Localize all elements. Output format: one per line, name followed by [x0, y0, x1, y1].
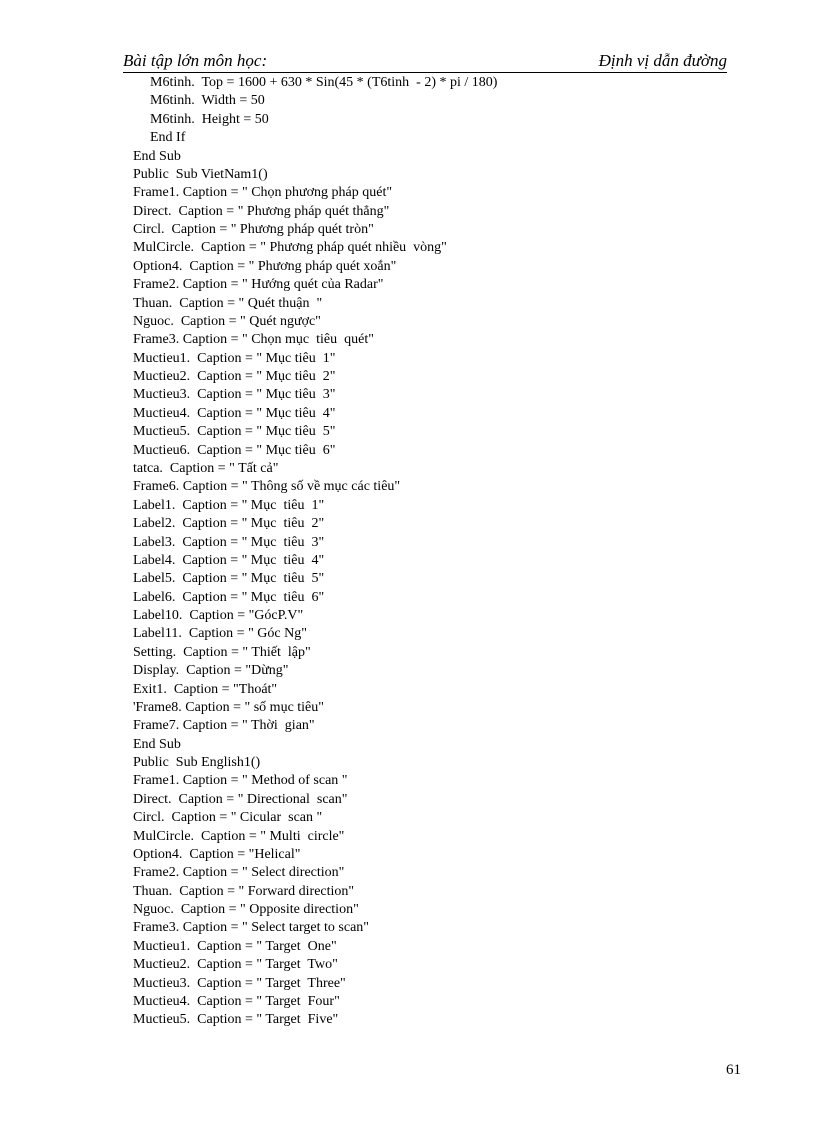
code-line: Frame6. Caption = " Thông số về mục các tiêu"	[133, 479, 401, 495]
code-line: Frame3. Caption = " Chọn mục tiêu quét"	[133, 332, 374, 348]
header-topic-title: Định vị dẫn đường	[598, 51, 727, 70]
code-line: Muctieu4. Caption = " Mục tiêu 4"	[133, 405, 336, 421]
code-line: tatca. Caption = " Tất cả"	[133, 460, 279, 476]
page-number: 61	[726, 1062, 741, 1078]
code-line: Muctieu1. Caption = " Target One"	[133, 938, 337, 954]
code-line: Label3. Caption = " Mục tiêu 3"	[133, 534, 325, 550]
code-line: Frame1. Caption = " Chọn phương pháp quét"	[133, 185, 393, 201]
code-line: MulCircle. Caption = " Multi circle"	[133, 828, 345, 844]
code-line: Public Sub English1()	[133, 755, 261, 771]
code-line: End If	[150, 130, 186, 146]
code-line: Exit1. Caption = "Thoát"	[133, 681, 278, 697]
code-line: Label2. Caption = " Mục tiêu 2"	[133, 516, 325, 532]
code-line: Muctieu1. Caption = " Mục tiêu 1"	[133, 350, 336, 366]
code-line: M6tinh. Top = 1600 + 630 * Sin(45 * (T6tinh - 2) * pi / 180)	[150, 75, 498, 90]
code-line: Label6. Caption = " Mục tiêu 6"	[133, 589, 325, 605]
code-line: Nguoc. Caption = " Quét ngược"	[133, 313, 321, 329]
code-line: Direct. Caption = " Directional scan"	[133, 791, 348, 807]
code-line: Frame2. Caption = " Select direction"	[133, 865, 345, 881]
code-line: Frame7. Caption = " Thời gian"	[133, 718, 315, 734]
code-line: Muctieu2. Caption = " Mục tiêu 2"	[133, 369, 336, 385]
code-line: Display. Caption = "Dừng"	[133, 663, 289, 679]
code-line: Label10. Caption = "GócP.V"	[133, 608, 304, 624]
code-line: Label5. Caption = " Mục tiêu 5"	[133, 571, 325, 587]
code-line: Frame2. Caption = " Hướng quét của Radar"	[133, 277, 384, 293]
code-line: Muctieu2. Caption = " Target Two"	[133, 957, 338, 973]
code-line: End Sub	[133, 736, 181, 752]
code-line: Label11. Caption = " Góc Ng"	[133, 626, 307, 642]
code-line: Thuan. Caption = " Forward direction"	[133, 883, 355, 899]
code-line: Muctieu5. Caption = " Target Five"	[133, 1012, 339, 1028]
page-header	[123, 50, 727, 73]
code-line: Circl. Caption = " Cicular scan "	[133, 810, 323, 826]
code-line: Setting. Caption = " Thiết lập"	[133, 644, 311, 660]
code-line: End Sub	[133, 148, 181, 164]
code-line: Muctieu3. Caption = " Mục tiêu 3"	[133, 387, 336, 403]
code-line: Label1. Caption = " Mục tiêu 1"	[133, 497, 325, 513]
code-line: Option4. Caption = " Phương pháp quét xoắn"	[133, 258, 397, 274]
code-line: Frame3. Caption = " Select target to scan"	[133, 920, 370, 936]
code-line: Public Sub VietNam1()	[133, 166, 268, 182]
code-line: Circl. Caption = " Phương pháp quét tròn"	[133, 222, 374, 238]
code-line: Muctieu5. Caption = " Mục tiêu 5"	[133, 424, 336, 440]
code-line: Label4. Caption = " Mục tiêu 4"	[133, 552, 325, 568]
code-line: Option4. Caption = "Helical"	[133, 846, 301, 862]
code-line: M6tinh. Height = 50	[150, 111, 269, 127]
code-line: M6tinh. Width = 50	[150, 93, 265, 109]
code-line: Muctieu6. Caption = " Mục tiêu 6"	[133, 442, 336, 458]
code-line: Nguoc. Caption = " Opposite direction"	[133, 902, 359, 918]
code-line: Frame1. Caption = " Method of scan "	[133, 773, 348, 789]
code-line: Direct. Caption = " Phương pháp quét thẳng"	[133, 203, 390, 219]
code-line: Thuan. Caption = " Quét thuận "	[133, 295, 323, 311]
code-line: Muctieu4. Caption = " Target Four"	[133, 994, 340, 1009]
code-line: 'Frame8. Caption = " số mục tiêu"	[133, 699, 324, 715]
code-line: Muctieu3. Caption = " Target Three"	[133, 975, 346, 991]
header-course-title: Bài tập lớn môn học:	[123, 51, 268, 70]
code-line: MulCircle. Caption = " Phương pháp quét nhiều vòng"	[133, 240, 447, 256]
